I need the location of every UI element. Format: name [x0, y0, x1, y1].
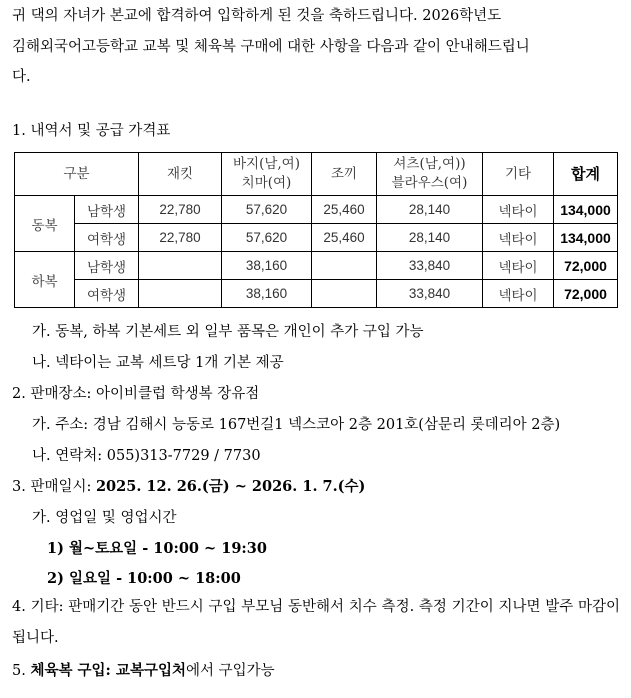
- header-pants-line-1: 바지(남,여): [233, 156, 300, 172]
- cell-jacket: 22,780: [139, 196, 222, 224]
- header-etc: 기타: [483, 153, 554, 196]
- cell-total: 134,000: [554, 196, 618, 224]
- cell-vest: 25,460: [312, 224, 377, 252]
- cell-pants: 57,620: [222, 196, 312, 224]
- winter-label: 동복: [15, 196, 75, 252]
- cell-total: 134,000: [554, 224, 618, 252]
- section-2-address: 가. 주소: 경남 김해시 능동로 167번길1 넥스코아 2층 201호(삼문리 롯데리아 2층): [32, 417, 561, 433]
- cell-jacket: [139, 252, 222, 280]
- hours-weekday: 1) 월~토요일 - 10:00 ~ 19:30: [47, 540, 267, 557]
- section-2-contact: 나. 연락처: 055)313-7729 / 7730: [32, 448, 261, 464]
- cell-shirt: 33,840: [377, 280, 483, 308]
- row-gender: 여학생: [75, 280, 139, 308]
- table-header-row: [15, 153, 618, 196]
- note-b: 나. 넥타이는 교복 세트당 1개 기본 제공: [32, 355, 284, 371]
- section-3-dates: 2025. 12. 26.(금) ~ 2026. 1. 7.(수): [95, 478, 366, 495]
- hours-sunday: 2) 일요일 - 10:00 ~ 18:00: [47, 570, 241, 587]
- cell-vest: 25,460: [312, 196, 377, 224]
- cell-etc: 넥타이: [483, 280, 554, 308]
- cell-jacket: [139, 280, 222, 308]
- section-4-text: 4. 기타: 판매기간 동안 반드시 구입 부모님 동반해서 치수 측정. 측정 기간이 지나면 발주 마감이 됩니다.: [12, 599, 620, 646]
- table-row: [15, 196, 618, 224]
- section-5-prefix: 5.: [12, 663, 31, 679]
- header-shirt-line-2: 블라우스(여): [391, 175, 468, 191]
- section-1-title: 1. 내역서 및 공급 가격표: [12, 123, 171, 139]
- section-5: [12, 661, 275, 681]
- intro-line-3: 다.: [12, 69, 31, 85]
- cell-total: 72,000: [554, 280, 618, 308]
- section-5-suffix: 에서 구입가능: [185, 663, 275, 679]
- cell-pants: 38,160: [222, 252, 312, 280]
- header-shirt: [377, 153, 483, 196]
- cell-pants: 57,620: [222, 224, 312, 252]
- row-gender: 남학생: [75, 252, 139, 280]
- header-pants: [222, 153, 312, 196]
- cell-vest: [312, 280, 377, 308]
- table-row: [15, 280, 618, 308]
- cell-jacket: 22,780: [139, 224, 222, 252]
- note-a: 가. 동복, 하복 기본세트 외 일부 품목은 개인이 추가 구입 가능: [32, 324, 424, 340]
- section-3-title-prefix: 3. 판매일시:: [12, 479, 96, 495]
- section-2-title: 2. 판매장소: 아이비클럽 학생복 장유점: [12, 386, 260, 402]
- cell-shirt: 33,840: [377, 252, 483, 280]
- header-total: 합계: [554, 153, 618, 196]
- header-category: 구분: [15, 153, 139, 196]
- cell-etc: 넥타이: [483, 196, 554, 224]
- intro-line-1: 귀 댁의 자녀가 본교에 합격하여 입학하게 된 것을 축하드립니다. 2026학년도: [12, 8, 502, 24]
- cell-etc: 넥타이: [483, 224, 554, 252]
- cell-vest: [312, 252, 377, 280]
- cell-shirt: 28,140: [377, 224, 483, 252]
- price-table: [14, 152, 618, 308]
- header-pants-line-2: 치마(여): [241, 175, 292, 191]
- row-gender: 여학생: [75, 224, 139, 252]
- header-jacket: 재킷: [139, 153, 222, 196]
- section-3-sub-a: 가. 영업일 및 영업시간: [32, 510, 177, 526]
- header-vest: 조끼: [312, 153, 377, 196]
- cell-shirt: 28,140: [377, 196, 483, 224]
- summer-label: 하복: [15, 252, 75, 308]
- row-gender: 남학생: [75, 196, 139, 224]
- table-row: [15, 224, 618, 252]
- header-shirt-line-1: 셔츠(남,여)): [393, 156, 466, 172]
- intro-line-2: 김해외국어고등학교 교복 및 체육복 구매에 대한 사항을 다음과 같이 안내해드립니: [12, 39, 530, 55]
- table-row: [15, 252, 618, 280]
- section-5-bold: 체육복 구입: 교복구입처: [30, 662, 186, 679]
- section-3-title: [12, 477, 365, 497]
- cell-total: 72,000: [554, 252, 618, 280]
- cell-etc: 넥타이: [483, 252, 554, 280]
- cell-pants: 38,160: [222, 280, 312, 308]
